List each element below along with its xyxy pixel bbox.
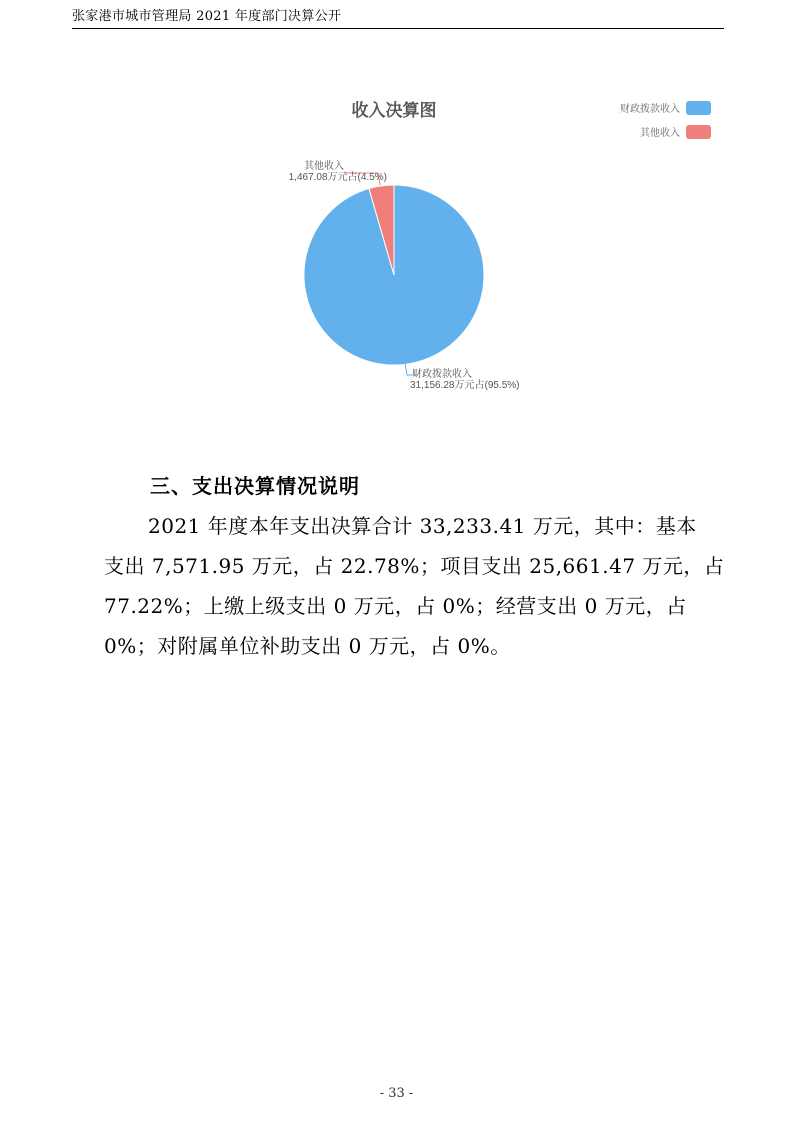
body-line-3: 77.22%；上缴上级支出 0 万元，占 0%；经营支出 0 万元，占 — [104, 594, 687, 618]
income-pie-chart — [0, 85, 793, 405]
slice-label-other — [289, 159, 387, 185]
chart-title: 收入决算图 — [351, 101, 437, 120]
section-body — [104, 506, 725, 666]
slice-label-fiscal — [405, 363, 520, 391]
legend-swatch-other — [686, 125, 711, 139]
page-header — [72, 8, 724, 29]
header-title: 张家港市城市管理局 2021 年度部门决算公开 — [72, 9, 342, 24]
legend-swatch-fiscal — [686, 101, 711, 115]
body-line-4: 0%；对附属单位补助支出 0 万元，占 0%。 — [104, 634, 511, 658]
slice-label-fiscal-name: 财政拨款收入 — [412, 369, 472, 380]
pie-slices — [304, 185, 484, 365]
slice-label-other-name: 其他收入 — [304, 161, 344, 172]
chart-legend — [620, 101, 711, 139]
body-line-2: 支出 7,571.95 万元，占 22.78%；项目支出 25,661.47 万元，占 — [104, 554, 725, 578]
legend-label-other: 其他收入 — [640, 128, 680, 139]
body-line-1: 2021 年度本年支出决算合计 33,233.41 万元，其中：基本 — [148, 514, 697, 538]
page-number: - 33 - — [379, 1086, 414, 1101]
legend-label-fiscal: 财政拨款收入 — [620, 104, 680, 115]
section-heading: 三、支出决算情况说明 — [150, 474, 360, 498]
slice-label-fiscal-value: 31,156.28万元占(95.5%) — [410, 380, 520, 391]
slice-label-other-value: 1,467.08万元占(4.5%) — [288, 172, 387, 183]
